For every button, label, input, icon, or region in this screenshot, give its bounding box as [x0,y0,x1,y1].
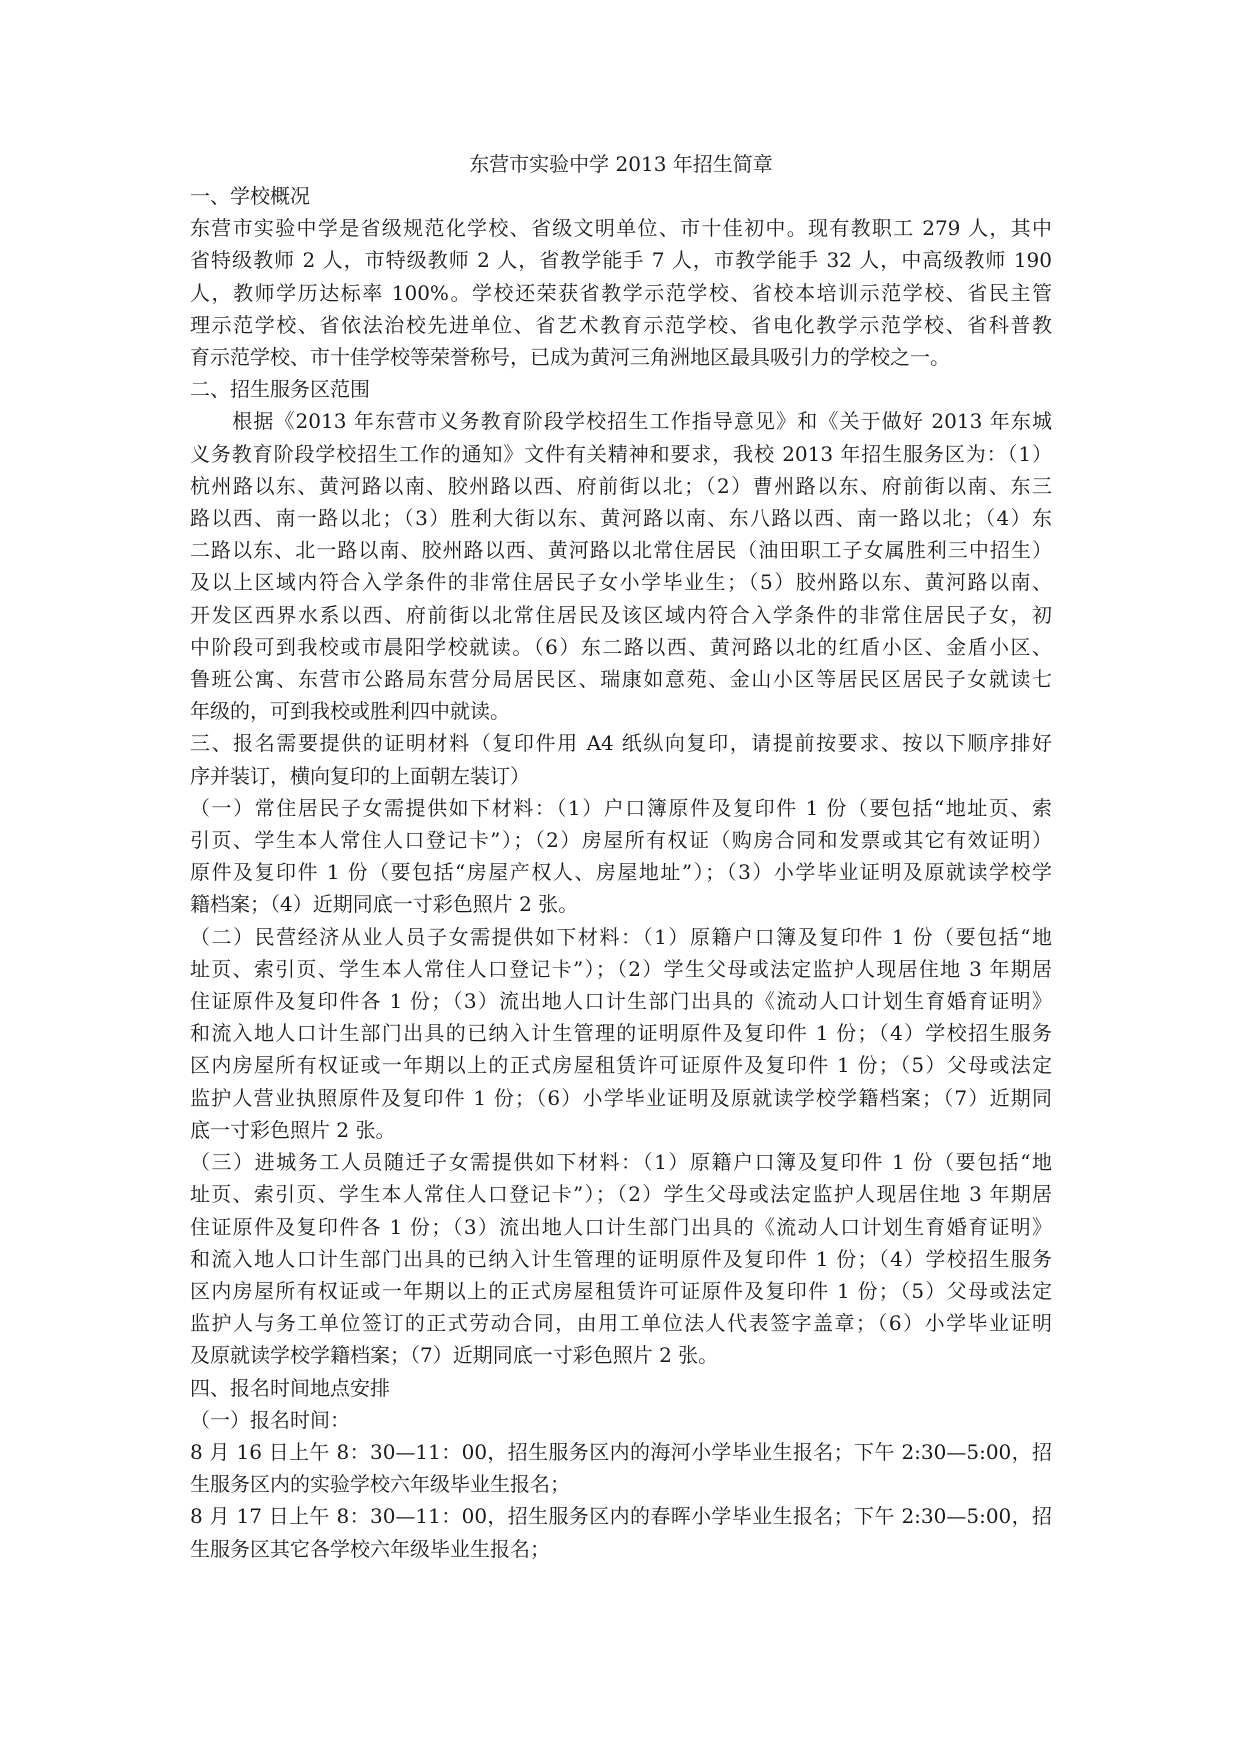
text-line: 义务教育阶段学校招生工作的通知》文件有关精神和要求，我校 2013 年招生服务区为：（1） [190,441,1052,466]
text-line: 生服务区其它各学校六年级毕业生报名； [190,1536,550,1561]
text-line: 引页、学生本人常住人口登记卡”）；（2）房屋所有权证（购房合同和发票或其它有效证明） [190,828,1052,853]
text-line: 8 月 17 日上午 8：30—11：00，招生服务区内的春晖小学毕业生报名；下午 2:30—5:00，招 [190,1504,1052,1529]
text-line: 序并装订，横向复印的上面朝左装订） [190,763,530,788]
text-line: 址页、索引页、学生本人常住人口登记卡”）；（2）学生父母或法定监护人现居住地 3 年期居 [190,1182,1052,1207]
text-line: 育示范学校、市十佳学校等荣誉称号，已成为黄河三角洲地区最具吸引力的学校之一。 [190,345,950,370]
text-line: 住证原件及复印件各 1 份；（3）流出地人口计生部门出具的《流动人口计划生育婚育证明》 [190,1214,1052,1239]
text-line: 杭州路以东、黄河路以南、胶州路以西、府前街以北；（2）曹州路以东、府前街以南、东三 [190,473,1052,498]
text-line: （二）民营经济从业人员子女需提供如下材料：（1）原籍户口簿及复印件 1 份（要包括“地 [190,924,1052,949]
text-line: 二路以东、北一路以南、胶州路以西、黄河路以北常住居民（油田职工子女属胜利三中招生） [190,538,1052,563]
text-line: 生服务区内的实验学校六年级毕业生报名； [190,1472,570,1497]
text-line: 籍档案；（4）近期同底一寸彩色照片 2 张。 [190,892,579,917]
text-line: 区内房屋所有权证或一年期以上的正式房屋租赁许可证原件及复印件 1 份；（5）父母或法定 [190,1278,1052,1303]
text-line: 三、报名需要提供的证明材料（复印件用 A4 纸纵向复印，请提前按要求、按以下顺序排好 [190,731,1052,756]
document-text [190,180,1052,1565]
text-line: 和流入地人口计生部门出具的已纳入计生管理的证明原件及复印件 1 份；（4）学校招生服务 [190,1021,1052,1046]
text-line: （一）常住居民子女需提供如下材料：（1）户口簿原件及复印件 1 份（要包括“地址页、索 [190,795,1052,820]
text-line: 省特级教师 2 人，市特级教师 2 人，省教学能手 7 人，市教学能手 32 人，中高级教师 190 [190,248,1052,273]
text-line: 路以西、南一路以北；（3）胜利大街以东、黄河路以南、东八路以西、南一路以北；（4）东 [190,506,1052,531]
text-line: 鲁班公寓、东营市公路局东营分局居民区、瑞康如意苑、金山小区等居民区居民子女就读七 [190,667,1052,692]
text-line: 年级的，可到我校或胜利四中就读。 [190,699,510,724]
text-line: 东营市实验中学是省级规范化学校、省级文明单位、市十佳初中。现有教职工 279 人，其中 [190,216,1052,241]
text-line: 及以上区域内符合入学条件的非常住居民子女小学毕业生；（5）胶州路以东、黄河路以南、 [190,570,1052,595]
text-line: 根据《2013 年东营市义务教育阶段学校招生工作指导意见》和《关于做好 2013 年东城 [190,409,1052,434]
text-line: 底一寸彩色照片 2 张。 [190,1117,396,1142]
section-heading: 二、招生服务区范围 [190,377,370,402]
text-line: 原件及复印件 1 份（要包括“房屋产权人、房屋地址”）；（3）小学毕业证明及原就读学校学 [190,860,1052,885]
text-line: 及原就读学校学籍档案；（7）近期同底一寸彩色照片 2 张。 [190,1343,719,1368]
text-line: 中阶段可到我校或市晨阳学校就读。（6）东二路以西、黄河路以北的红盾小区、金盾小区、 [190,634,1052,659]
section-heading: 四、报名时间地点安排 [190,1375,390,1400]
text-line: 监护人营业执照原件及复印件 1 份；（6）小学毕业证明及原就读学校学籍档案；（7）近期同 [190,1085,1052,1110]
text-line: 住证原件及复印件各 1 份；（3）流出地人口计生部门出具的《流动人口计划生育婚育证明》 [190,989,1052,1014]
text-line: 址页、索引页、学生本人常住人口登记卡”）；（2）学生父母或法定监护人现居住地 3 年期居 [190,956,1052,981]
text-line: 8 月 16 日上午 8：30—11：00，招生服务区内的海河小学毕业生报名；下午 2:30—5:00，招 [190,1439,1052,1464]
document-title: 东营市实验中学 2013 年招生简章 [469,152,773,176]
text-line: 开发区西界水系以西、府前街以北常住居民及该区域内符合入学条件的非常住居民子女，初 [190,602,1052,627]
document-body [190,148,1052,1565]
section-heading: （一）报名时间： [190,1407,350,1432]
section-heading: 一、学校概况 [190,184,310,208]
text-line: 监护人与务工单位签订的正式劳动合同，由用工单位法人代表签字盖章；（6）小学毕业证明 [190,1311,1052,1336]
text-line: 和流入地人口计生部门出具的已纳入计生管理的证明原件及复印件 1 份；（4）学校招生服务 [190,1246,1052,1271]
text-line: 人，教师学历达标率 100%。学校还荣获省教学示范学校、省校本培训示范学校、省民主管 [190,280,1052,305]
text-line: 区内房屋所有权证或一年期以上的正式房屋租赁许可证原件及复印件 1 份；（5）父母或法定 [190,1053,1052,1078]
text-line: 理示范学校、省依法治校先进单位、省艺术教育示范学校、省电化教学示范学校、省科普教 [190,312,1052,337]
text-line: （三）进城务工人员随迁子女需提供如下材料：（1）原籍户口簿及复印件 1 份（要包括“地 [190,1150,1052,1175]
